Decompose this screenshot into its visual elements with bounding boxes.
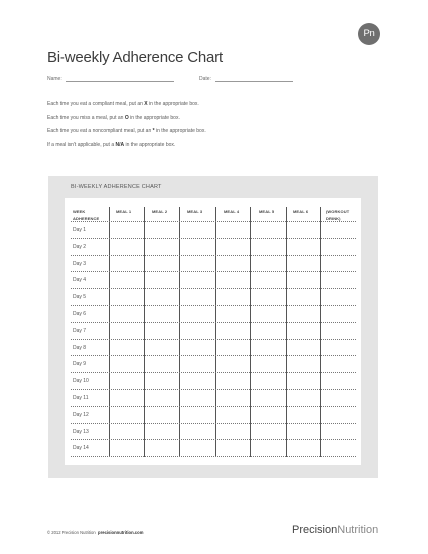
- row-divider: [71, 339, 356, 340]
- col-meal-4: MEAL 4: [224, 209, 240, 214]
- column-divider: [179, 207, 180, 457]
- day-label: Day 6: [73, 311, 87, 317]
- day-label: Day 9: [73, 361, 87, 368]
- column-divider: [250, 207, 251, 457]
- day-label: Day 4: [73, 277, 87, 284]
- day-label: Day 14: [73, 445, 89, 452]
- col-meal-6: MEAL 6: [293, 209, 309, 214]
- footer-brand-logo: PrecisionNutrition: [292, 524, 379, 536]
- row-divider: [71, 355, 356, 356]
- name-field-line[interactable]: [66, 81, 174, 82]
- day-label: Day 12: [73, 411, 89, 418]
- row-divider: [71, 288, 356, 289]
- row-divider: [71, 406, 356, 407]
- instruction-compliant: Each time you eat a compliant meal, put an X in the appropriate box.: [47, 101, 199, 107]
- name-label: Name:: [47, 76, 62, 82]
- pn-logo: Pn: [358, 23, 380, 45]
- page-title: Bi-weekly Adherence Chart: [47, 49, 223, 66]
- day-label: Day 2: [73, 243, 87, 250]
- row-divider: [71, 271, 356, 272]
- column-divider: [109, 207, 110, 457]
- row-divider: [71, 372, 356, 373]
- instruction-missed: Each time you miss a meal, put an O in the appropriate box.: [47, 115, 180, 121]
- day-label: Day 11: [73, 395, 89, 401]
- day-label: Day 10: [73, 378, 89, 385]
- day-label: Day 3: [73, 260, 87, 267]
- column-divider: [144, 207, 145, 457]
- row-divider: [71, 255, 356, 256]
- instruction-not-applicable: If a meal isn't applicable, put a N/A in the appropriate box.: [47, 142, 176, 148]
- row-divider: [71, 439, 356, 440]
- footer-copyright: © 2012 Precision Nutrition precisionnutrition.com: [47, 530, 144, 535]
- row-divider: [71, 238, 356, 239]
- col-meal-1: MEAL 1: [116, 209, 132, 214]
- col-meal-3: MEAL 3: [187, 209, 203, 214]
- column-divider: [320, 207, 321, 457]
- column-divider: [215, 207, 216, 457]
- date-field-line[interactable]: [215, 81, 293, 82]
- row-divider: [71, 305, 356, 306]
- day-label: Day 13: [73, 428, 89, 435]
- col-workout-drink: (WORKOUT DRINK): [326, 209, 350, 221]
- chart-heading: BI-WEEKLY ADHERENCE CHART: [71, 184, 162, 190]
- row-divider: [71, 389, 356, 390]
- col-week-adherence: WEEK ADHERENCE: [73, 209, 100, 221]
- row-divider: [71, 322, 356, 323]
- row-divider: [71, 423, 356, 424]
- day-label: Day 7: [73, 327, 87, 334]
- instruction-noncompliant: Each time you eat a noncompliant meal, put an * in the appropriate box.: [47, 128, 206, 134]
- column-divider: [286, 207, 287, 457]
- day-label: Day 5: [73, 294, 87, 301]
- day-label: Day 8: [73, 344, 87, 351]
- row-divider: [71, 456, 356, 457]
- col-meal-5: MEAL 5: [259, 209, 275, 214]
- header-row-divider: [71, 221, 356, 222]
- day-label: Day 1: [73, 227, 87, 233]
- col-meal-2: MEAL 2: [152, 209, 168, 214]
- date-label: Date:: [199, 76, 211, 82]
